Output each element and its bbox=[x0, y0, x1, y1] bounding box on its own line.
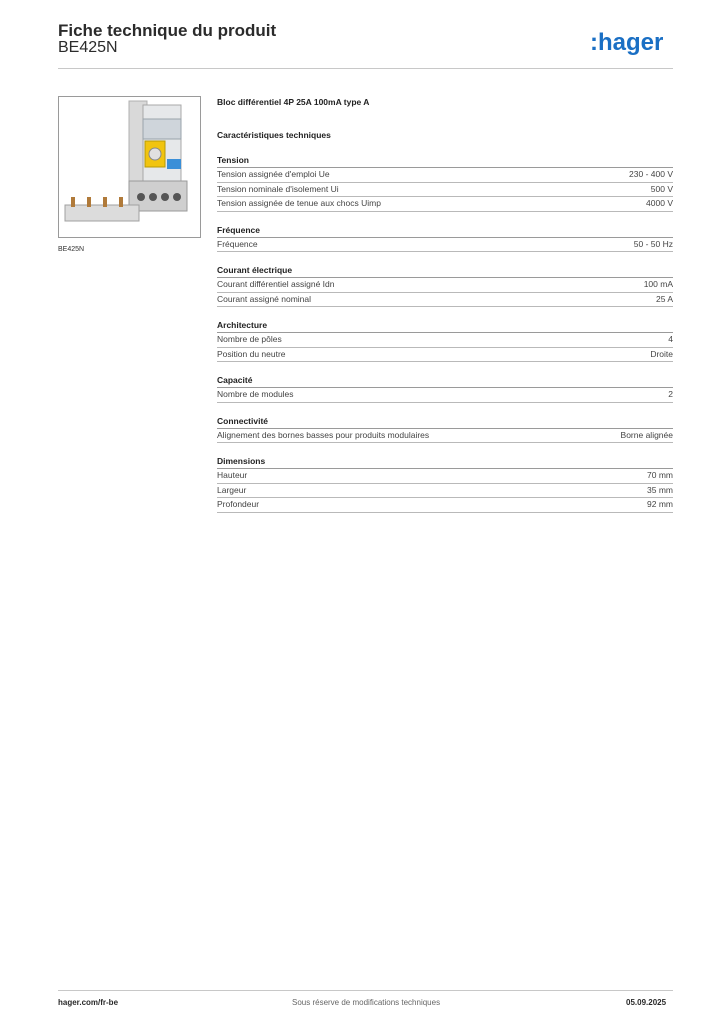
spec-value: 25 A bbox=[655, 293, 673, 304]
image-caption: BE425N bbox=[58, 246, 85, 253]
spec-section bbox=[217, 415, 673, 444]
spec-label: Nombre de pôles bbox=[217, 334, 282, 344]
spec-value: 92 mm bbox=[647, 499, 673, 509]
section-title: Connectivité bbox=[217, 415, 673, 429]
page-title: Fiche technique du produit bbox=[58, 21, 277, 40]
spec-section bbox=[217, 224, 673, 253]
spec-label: Largeur bbox=[217, 484, 247, 495]
spec-value: 100 mA bbox=[643, 279, 673, 289]
spec-row bbox=[217, 183, 673, 198]
product-name: Bloc différentiel 4P 25A 100mA type A bbox=[217, 97, 370, 107]
spec-value: 230 - 400 V bbox=[629, 169, 673, 179]
spec-label: Hauteur bbox=[217, 470, 248, 480]
spec-value: 35 mm bbox=[647, 484, 673, 495]
spec-label: Alignement des bornes basses pour produits modulaires bbox=[217, 429, 430, 440]
spec-label: Courant assigné nominal bbox=[217, 293, 312, 304]
tech-heading: Caractéristiques techniques bbox=[217, 130, 331, 140]
spec-section bbox=[217, 264, 673, 307]
spec-sections bbox=[217, 154, 673, 513]
spec-section bbox=[217, 455, 673, 513]
header-divider bbox=[58, 68, 673, 69]
spec-row bbox=[217, 484, 673, 499]
spec-label: Profondeur bbox=[217, 499, 260, 509]
footer-disclaimer: Sous réserve de modifications techniques bbox=[292, 998, 441, 1007]
spec-row bbox=[217, 333, 673, 348]
section-title: Courant électrique bbox=[217, 264, 673, 278]
spec-label: Tension assignée d'emploi Ue bbox=[217, 169, 330, 179]
spec-row bbox=[217, 348, 673, 363]
spec-value: 2 bbox=[668, 389, 673, 399]
spec-label: Position du neutre bbox=[217, 348, 286, 359]
spec-value: Droite bbox=[650, 348, 673, 359]
product-photo-icon bbox=[59, 97, 200, 237]
spec-label: Tension nominale d'isolement Ui bbox=[217, 183, 339, 194]
product-image bbox=[58, 96, 201, 238]
spec-section bbox=[217, 154, 673, 212]
footer-website[interactable]: hager.com/fr-be bbox=[58, 998, 119, 1007]
footer-divider bbox=[58, 990, 673, 991]
spec-row bbox=[217, 388, 673, 403]
spec-row bbox=[217, 429, 673, 444]
section-title: Architecture bbox=[217, 319, 673, 333]
section-title: Tension bbox=[217, 154, 673, 168]
spec-value: 50 - 50 Hz bbox=[633, 238, 673, 249]
footer-date: 05.09.2025 bbox=[626, 998, 667, 1007]
spec-value: Borne alignée bbox=[620, 429, 673, 440]
section-title: Dimensions bbox=[217, 455, 673, 469]
product-code: BE425N bbox=[58, 39, 118, 56]
hager-logo bbox=[590, 28, 674, 58]
spec-section bbox=[217, 374, 673, 403]
spec-label: Nombre de modules bbox=[217, 389, 294, 399]
spec-value: 500 V bbox=[650, 183, 673, 194]
spec-row bbox=[217, 238, 673, 253]
spec-content bbox=[217, 97, 673, 513]
spec-row bbox=[217, 293, 673, 308]
spec-label: Fréquence bbox=[217, 238, 258, 249]
spec-label: Tension assignée de tenue aux chocs Uimp bbox=[217, 198, 381, 208]
spec-row bbox=[217, 469, 673, 484]
spec-row bbox=[217, 197, 673, 212]
section-title: Fréquence bbox=[217, 224, 673, 238]
spec-row bbox=[217, 498, 673, 513]
spec-value: 4 bbox=[668, 334, 673, 344]
spec-label: Courant différentiel assigné Idn bbox=[217, 279, 335, 289]
spec-row bbox=[217, 168, 673, 183]
section-title: Capacité bbox=[217, 374, 673, 388]
logo-text: :hager bbox=[590, 29, 664, 56]
spec-value: 4000 V bbox=[646, 198, 673, 208]
spec-value: 70 mm bbox=[647, 470, 673, 480]
spec-section bbox=[217, 319, 673, 362]
spec-row bbox=[217, 278, 673, 293]
